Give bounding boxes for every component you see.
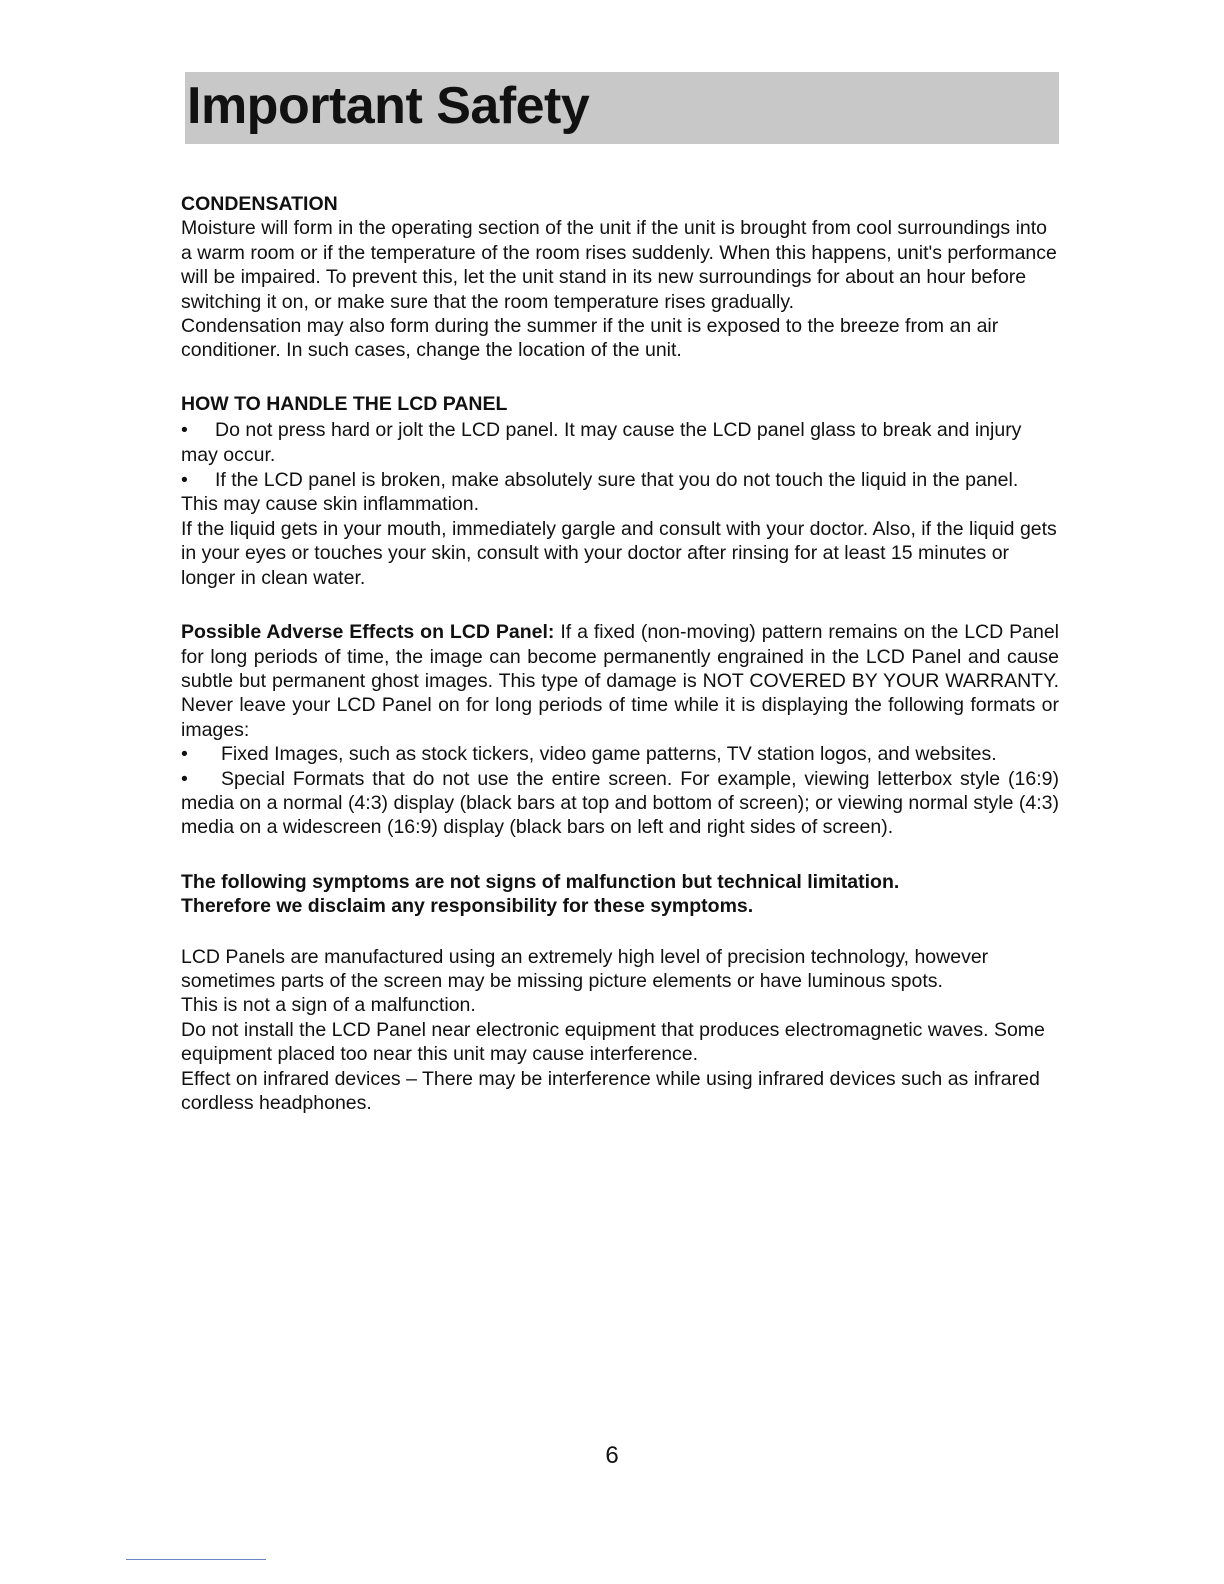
bullet-icon: • — [181, 743, 188, 766]
bullet-icon: • — [181, 767, 188, 790]
condensation-paragraph-1: Moisture will form in the operating section of the unit if the unit is brought from cool surroundings into a warm room or if the temperature of the room rises suddenly. When this happens, unit's performance will be impaired. To prevent this, let the unit stand in its new surroundings for about an hour before switching it on, or make sure that the room temperature rises gradually. — [181, 217, 1057, 313]
lcd-handling-bullet-1: • Do not press hard or jolt the LCD panel. It may cause the LCD panel glass to break and injury may occur. — [181, 419, 1022, 466]
bullet-icon: • — [181, 469, 188, 492]
disclaimer-line-1: The following symptoms are not signs of malfunction but technical limitation. — [181, 870, 900, 893]
page-title: Important Safety — [187, 77, 590, 135]
lcd-handling-bullet-2: • If the LCD panel is broken, make absolutely sure that you do not touch the liquid in the panel. This may cause skin inflammation. — [181, 469, 1019, 516]
lcd-handling-heading: HOW TO HANDLE THE LCD PANEL — [181, 392, 508, 415]
adverse-effects-bullet-1: • Fixed Images, such as stock tickers, video game patterns, TV station logos, and websites. — [181, 743, 997, 766]
document-body — [181, 192, 1059, 1115]
section-condensation — [181, 192, 1059, 363]
section-disclaimer — [181, 870, 1059, 919]
adverse-effects-bullet-2: • Special Formats that do not use the entire screen. For example, viewing letterbox style (16:9) media on a normal (4:3) display (black bars at top and bottom of screen); or viewing normal style (4:3) media on a widescreen (16:9) display (black bars on left and right sides of screen). — [181, 767, 1059, 839]
limitations-paragraph-3: Do not install the LCD Panel near electronic equipment that produces electromagnetic waves. Some equipment placed too near this unit may cause interference. — [181, 1018, 1045, 1066]
limitations-paragraph-4: Effect on infrared devices – There may be interference while using infrared devices such as infrared cordless headphones. — [181, 1067, 1040, 1114]
condensation-paragraph-2: Condensation may also form during the summer if the unit is exposed to the breeze from an air conditioner. In such cases, change the location of the unit. — [181, 315, 999, 362]
adverse-effects-lead: Possible Adverse Effects on LCD Panel: — [181, 621, 555, 644]
footer-rule — [126, 1559, 266, 1560]
section-lcd-handling — [181, 392, 1059, 590]
section-limitations — [181, 945, 1059, 1116]
page-number: 6 — [605, 1442, 619, 1469]
adverse-effects-paragraph: Possible Adverse Effects on LCD Panel: If a fixed (non-moving) pattern remains on the LCD Panel for long periods of time, the image can become permanently engrained in the LCD Panel and cause subtle but permanent ghost images. This type of damage is NOT COVERED BY YOUR WARRANTY. Never leave your LCD Panel on for long periods of time while it is displaying the following formats or images: — [181, 621, 1059, 741]
section-adverse-effects — [181, 620, 1059, 840]
condensation-heading: CONDENSATION — [181, 193, 338, 215]
limitations-paragraph-1: LCD Panels are manufactured using an extremely high level of precision technology, however sometimes parts of the screen may be missing picture elements or have luminous spots. — [181, 945, 989, 992]
lcd-handling-paragraph: If the liquid gets in your mouth, immediately gargle and consult with your doctor. Also, if the liquid gets in your eyes or touches your skin, consult with your doctor after rinsing for at least 15 minutes or longer in clean water. — [181, 517, 1057, 589]
disclaimer-line-2: Therefore we disclaim any responsibility for these symptoms. — [181, 895, 754, 918]
title-banner — [185, 72, 1059, 144]
limitations-paragraph-2: This is not a sign of a malfunction. — [181, 994, 476, 1017]
bullet-icon: • — [181, 419, 188, 442]
